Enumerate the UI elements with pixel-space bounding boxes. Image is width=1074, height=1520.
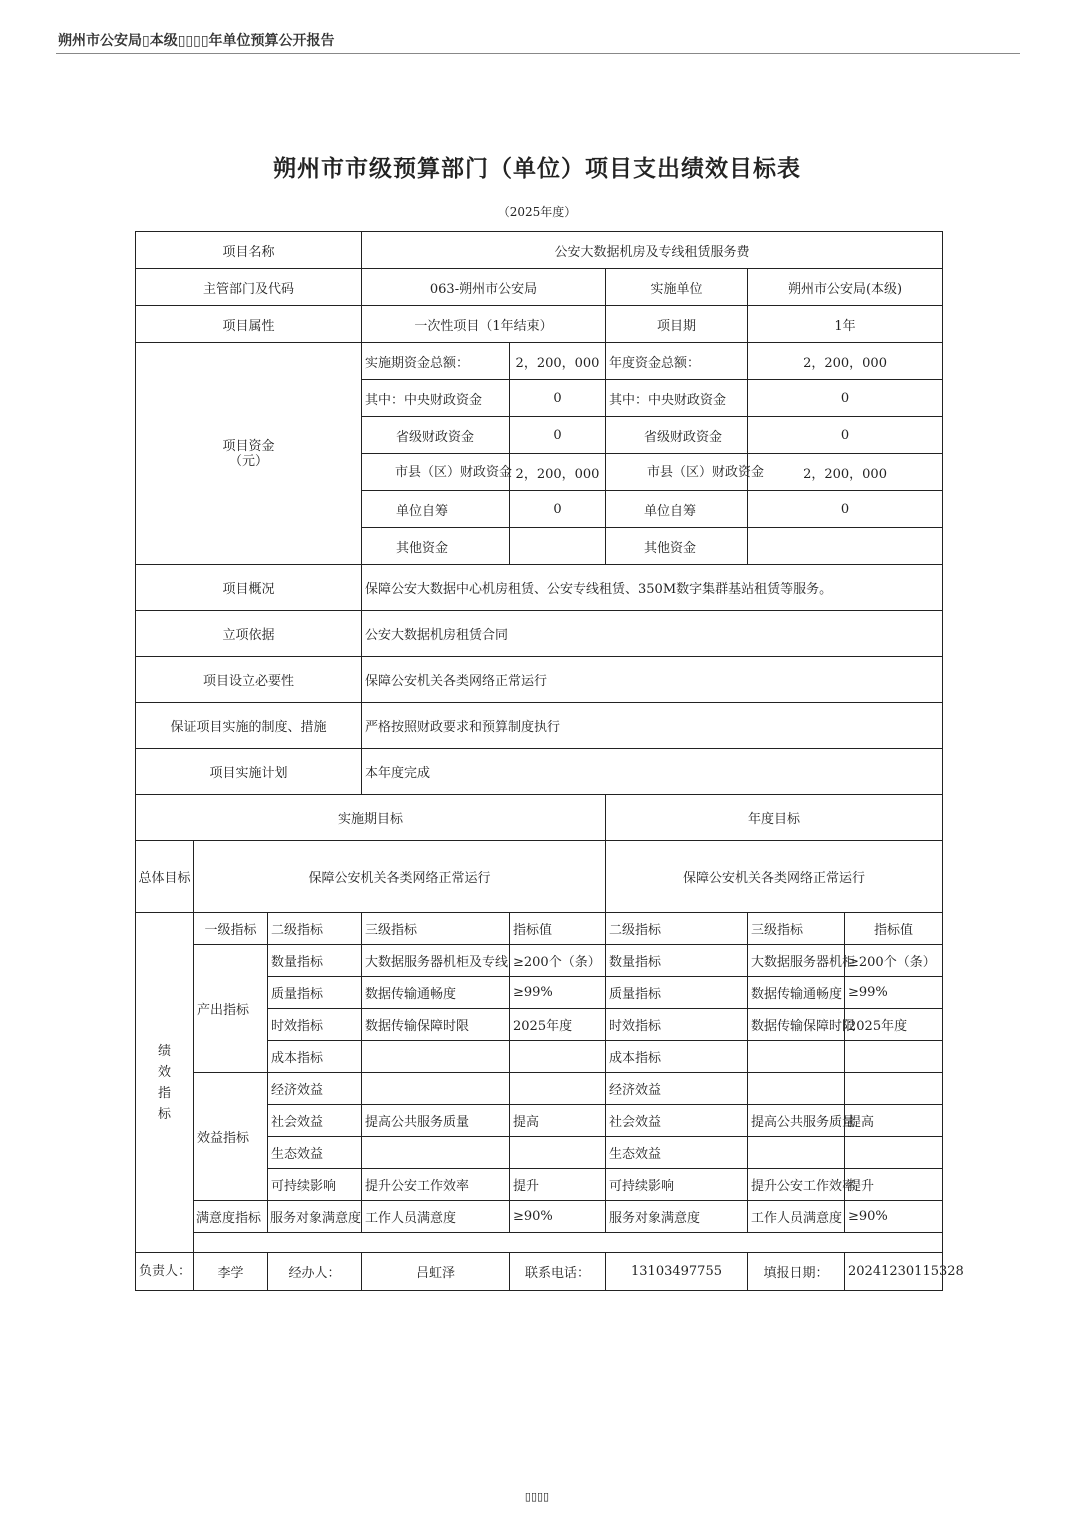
perf-row: 质量指标 数据传输通畅度 ≥99% 质量指标 数据传输通畅度 ≥99% bbox=[136, 977, 943, 1009]
performance-target-table bbox=[135, 231, 964, 1291]
detail-row bbox=[136, 565, 943, 611]
perf-row: 产出指标 数量指标 大数据服务器机柜及专线 ≥200个（条） 数量指标 大数据服务器机柜 ≥200个（条） bbox=[136, 945, 943, 977]
detail-label: 项目设立必要性 bbox=[136, 657, 362, 703]
attr-label: 项目属性 bbox=[136, 306, 362, 343]
fund-annual-value: 0 bbox=[748, 417, 943, 454]
handler-value: 吕虹泽 bbox=[362, 1253, 510, 1291]
report-header: 朔州市公安局▯本级▯▯▯▯年单位预算公开报告 bbox=[58, 33, 335, 49]
head-label: 负责人： bbox=[136, 1253, 194, 1291]
dept-label: 主管部门及代码 bbox=[136, 269, 362, 306]
fund-annual-value: 0 bbox=[748, 491, 943, 528]
fund-annual-label: 市县（区）财政资金 bbox=[606, 454, 748, 491]
head-value: 李学 bbox=[194, 1253, 268, 1291]
row-dept bbox=[136, 269, 943, 306]
detail-value: 保障公安大数据中心机房租赁、公安专线租赁、350M数字集群基站租赁等服务。 bbox=[362, 565, 943, 611]
fund-value: 2，200，000 bbox=[510, 454, 606, 491]
fund-annual-value bbox=[748, 528, 943, 565]
detail-label: 项目概况 bbox=[136, 565, 362, 611]
perf-row: 社会效益 提高公共服务质量 提高 社会效益 提高公共服务质量 提高 bbox=[136, 1105, 943, 1137]
detail-label: 立项依据 bbox=[136, 611, 362, 657]
dept-value: 063-朔州市公安局 bbox=[362, 269, 606, 306]
perf-row: 可持续影响 提升公安工作效率 提升 可持续影响 提升公安工作效率 提升 bbox=[136, 1169, 943, 1201]
detail-row bbox=[136, 611, 943, 657]
fund-label: 单位自筹 bbox=[362, 491, 510, 528]
funds-label-line2: （元） bbox=[228, 453, 268, 469]
attr-value: 一次性项目（1年结束） bbox=[362, 306, 606, 343]
annual-goal-value: 保障公安机关各类网络正常运行 bbox=[606, 841, 943, 913]
impl-goal-label: 实施期目标 bbox=[136, 795, 606, 841]
perf-row: 成本指标 成本指标 bbox=[136, 1041, 943, 1073]
goals-header-row bbox=[136, 795, 943, 841]
perf-header-valb: 指标值 bbox=[845, 913, 943, 945]
fund-value: 0 bbox=[510, 417, 606, 454]
perf-row: 生态效益 生态效益 bbox=[136, 1137, 943, 1169]
impl-unit-value: 朔州市公安局(本级) bbox=[748, 269, 943, 306]
detail-value: 本年度完成 bbox=[362, 749, 943, 795]
funds-label bbox=[136, 343, 362, 565]
date-value: 20241230115328 bbox=[845, 1253, 943, 1291]
detail-label: 保证项目实施的制度、措施 bbox=[136, 703, 362, 749]
fund-annual-value: 2，200，000 bbox=[748, 454, 943, 491]
impl-unit-label: 实施单位 bbox=[606, 269, 748, 306]
group-output: 产出指标 bbox=[194, 945, 268, 1073]
fund-label: 其中：中央财政资金 bbox=[362, 380, 510, 417]
fund-label: 市县（区）财政资金 bbox=[362, 454, 510, 491]
fund-annual-label: 省级财政资金 bbox=[606, 417, 748, 454]
annual-goal-label: 年度目标 bbox=[606, 795, 943, 841]
page-subtitle: （2025年度） bbox=[497, 205, 577, 219]
group-benefit: 效益指标 bbox=[194, 1073, 268, 1201]
perf-row: 时效指标 数据传输保障时限 2025年度 时效指标 数据传输保障时限 2025年度 bbox=[136, 1009, 943, 1041]
page-number: ▯▯▯▯ bbox=[524, 1490, 550, 1503]
spacer-row bbox=[136, 1233, 943, 1253]
date-label: 填报日期： bbox=[748, 1253, 845, 1291]
signoff-row bbox=[136, 1253, 943, 1291]
detail-label: 项目实施计划 bbox=[136, 749, 362, 795]
perf-header-l2b: 二级指标 bbox=[606, 913, 748, 945]
fund-value: 0 bbox=[510, 380, 606, 417]
fund-annual-value: 0 bbox=[748, 380, 943, 417]
project-name-label: 项目名称 bbox=[136, 232, 362, 269]
detail-row bbox=[136, 749, 943, 795]
detail-row bbox=[136, 703, 943, 749]
detail-row bbox=[136, 657, 943, 703]
phone-label: 联系电话： bbox=[510, 1253, 606, 1291]
project-name-value: 公安大数据机房及专线租赁服务费 bbox=[362, 232, 943, 269]
phone-value: 13103497755 bbox=[606, 1253, 748, 1291]
fund-row bbox=[136, 343, 943, 380]
fund-value: 2，200，000 bbox=[510, 343, 606, 380]
fund-value bbox=[510, 528, 606, 565]
fund-annual-label: 其中：中央财政资金 bbox=[606, 380, 748, 417]
perf-header-l3b: 三级指标 bbox=[748, 913, 845, 945]
period-value: 1年 bbox=[748, 306, 943, 343]
header-divider bbox=[56, 53, 1020, 54]
page-title: 朔州市市级预算部门（单位）项目支出绩效目标表 bbox=[273, 155, 801, 182]
detail-value: 公安大数据机房租赁合同 bbox=[362, 611, 943, 657]
row-project-name bbox=[136, 232, 943, 269]
group-satisfaction: 满意度指标 bbox=[194, 1201, 268, 1233]
perf-header-row bbox=[136, 913, 943, 945]
overall-goal-label: 总体目标 bbox=[136, 841, 194, 913]
perf-header-l3: 三级指标 bbox=[362, 913, 510, 945]
perf-header-l2: 二级指标 bbox=[268, 913, 362, 945]
perf-side-label: 绩 效 指 标 bbox=[136, 913, 194, 1253]
fund-annual-value: 2，200，000 bbox=[748, 343, 943, 380]
overall-goal-row bbox=[136, 841, 943, 913]
perf-row: 满意度指标 服务对象满意度 工作人员满意度 ≥90% 服务对象满意度 工作人员满意度 ≥90% bbox=[136, 1201, 943, 1233]
fund-label: 实施期资金总额： bbox=[362, 343, 510, 380]
fund-value: 0 bbox=[510, 491, 606, 528]
detail-value: 严格按照财政要求和预算制度执行 bbox=[362, 703, 943, 749]
perf-header-val: 指标值 bbox=[510, 913, 606, 945]
funds-label-line1: 项目资金 bbox=[222, 438, 275, 454]
fund-annual-label: 年度资金总额： bbox=[606, 343, 748, 380]
fund-label: 省级财政资金 bbox=[362, 417, 510, 454]
impl-goal-value: 保障公安机关各类网络正常运行 bbox=[194, 841, 606, 913]
perf-row: 效益指标 经济效益 经济效益 bbox=[136, 1073, 943, 1105]
fund-annual-label: 其他资金 bbox=[606, 528, 748, 565]
fund-label: 其他资金 bbox=[362, 528, 510, 565]
perf-header-l1: 一级指标 bbox=[194, 913, 268, 945]
handler-label: 经办人： bbox=[268, 1253, 362, 1291]
row-attr bbox=[136, 306, 943, 343]
period-label: 项目期 bbox=[606, 306, 748, 343]
detail-value: 保障公安机关各类网络正常运行 bbox=[362, 657, 943, 703]
fund-annual-label: 单位自筹 bbox=[606, 491, 748, 528]
